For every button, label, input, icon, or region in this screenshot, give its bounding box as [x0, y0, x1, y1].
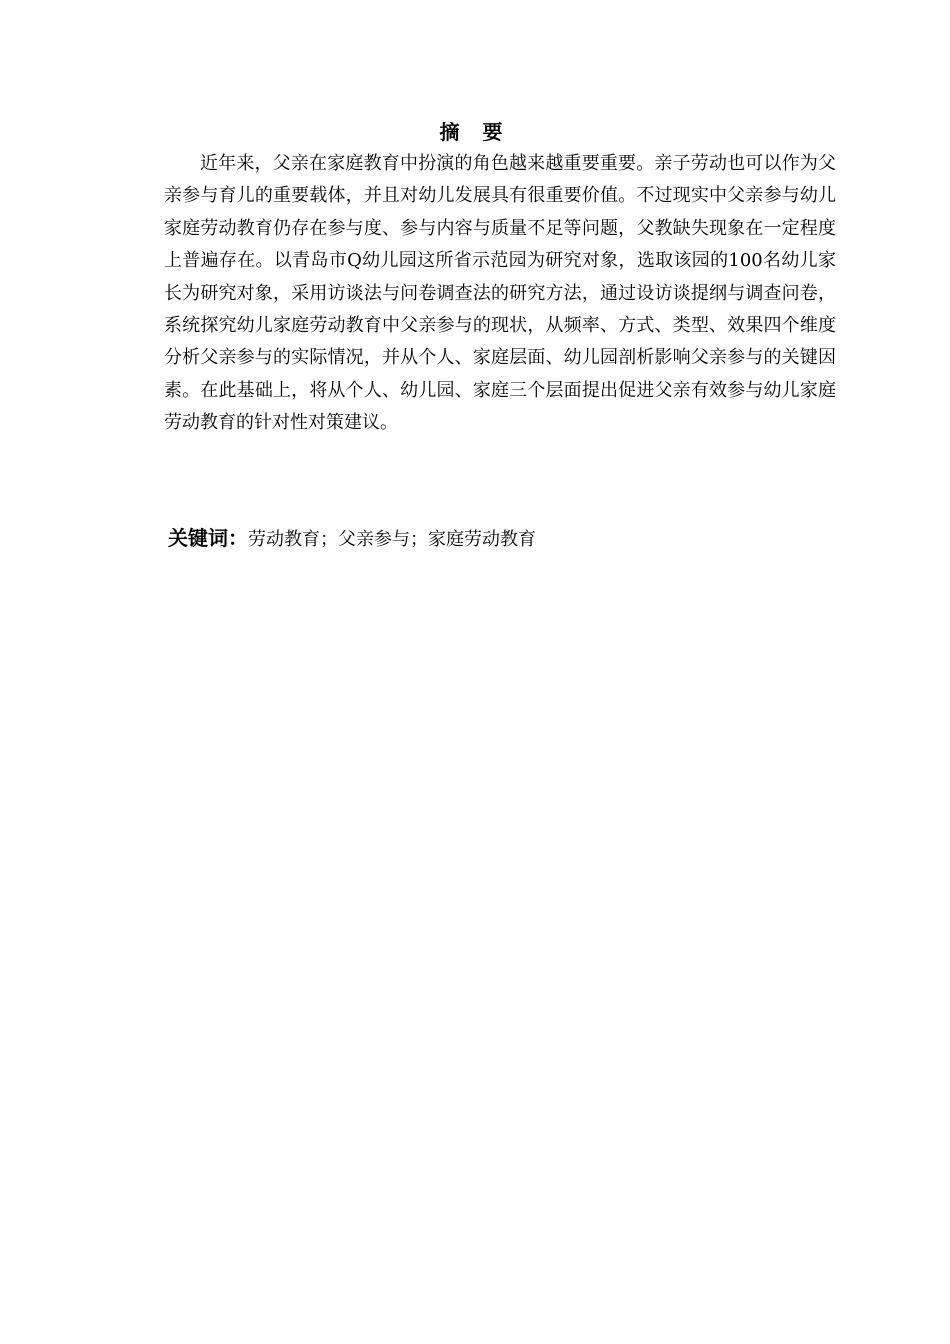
abstract-body: 近年来，父亲在家庭教育中扮演的角色越来越重要重要。亲子劳动也可以作为父亲参与育儿的重要载体，并且对幼儿发展具有很重要价值。不过现实中父亲参与幼儿家庭劳动教育仍存在参与度、参与内容与质量不足等问题，父教缺失现象在一定程度上普遍存在。以青岛市Q幼儿园这所省示范园为研究对象，选取该园的100名幼儿家长为研究对象，采用访谈法与问卷调查法的研究方法，通过设访谈提纲与调查问卷，系统探究幼儿家庭劳动教育中父亲参与的现状，从频率、方式、类型、效果四个维度分析父亲参与的实际情况，并从个人、家庭层面、幼儿园剖析影响父亲参与的关键因素。在此基础上，将从个人、幼儿园、家庭三个层面提出促进父亲有效参与幼儿家庭劳动教育的针对性对策建议。	[164, 153, 836, 434]
keywords-text: 劳动教育；父亲参与；家庭劳动教育	[248, 529, 536, 550]
abstract-title: 摘 要	[439, 120, 511, 144]
keywords-label: 关键词：	[168, 526, 248, 550]
keywords-line	[168, 522, 828, 551]
